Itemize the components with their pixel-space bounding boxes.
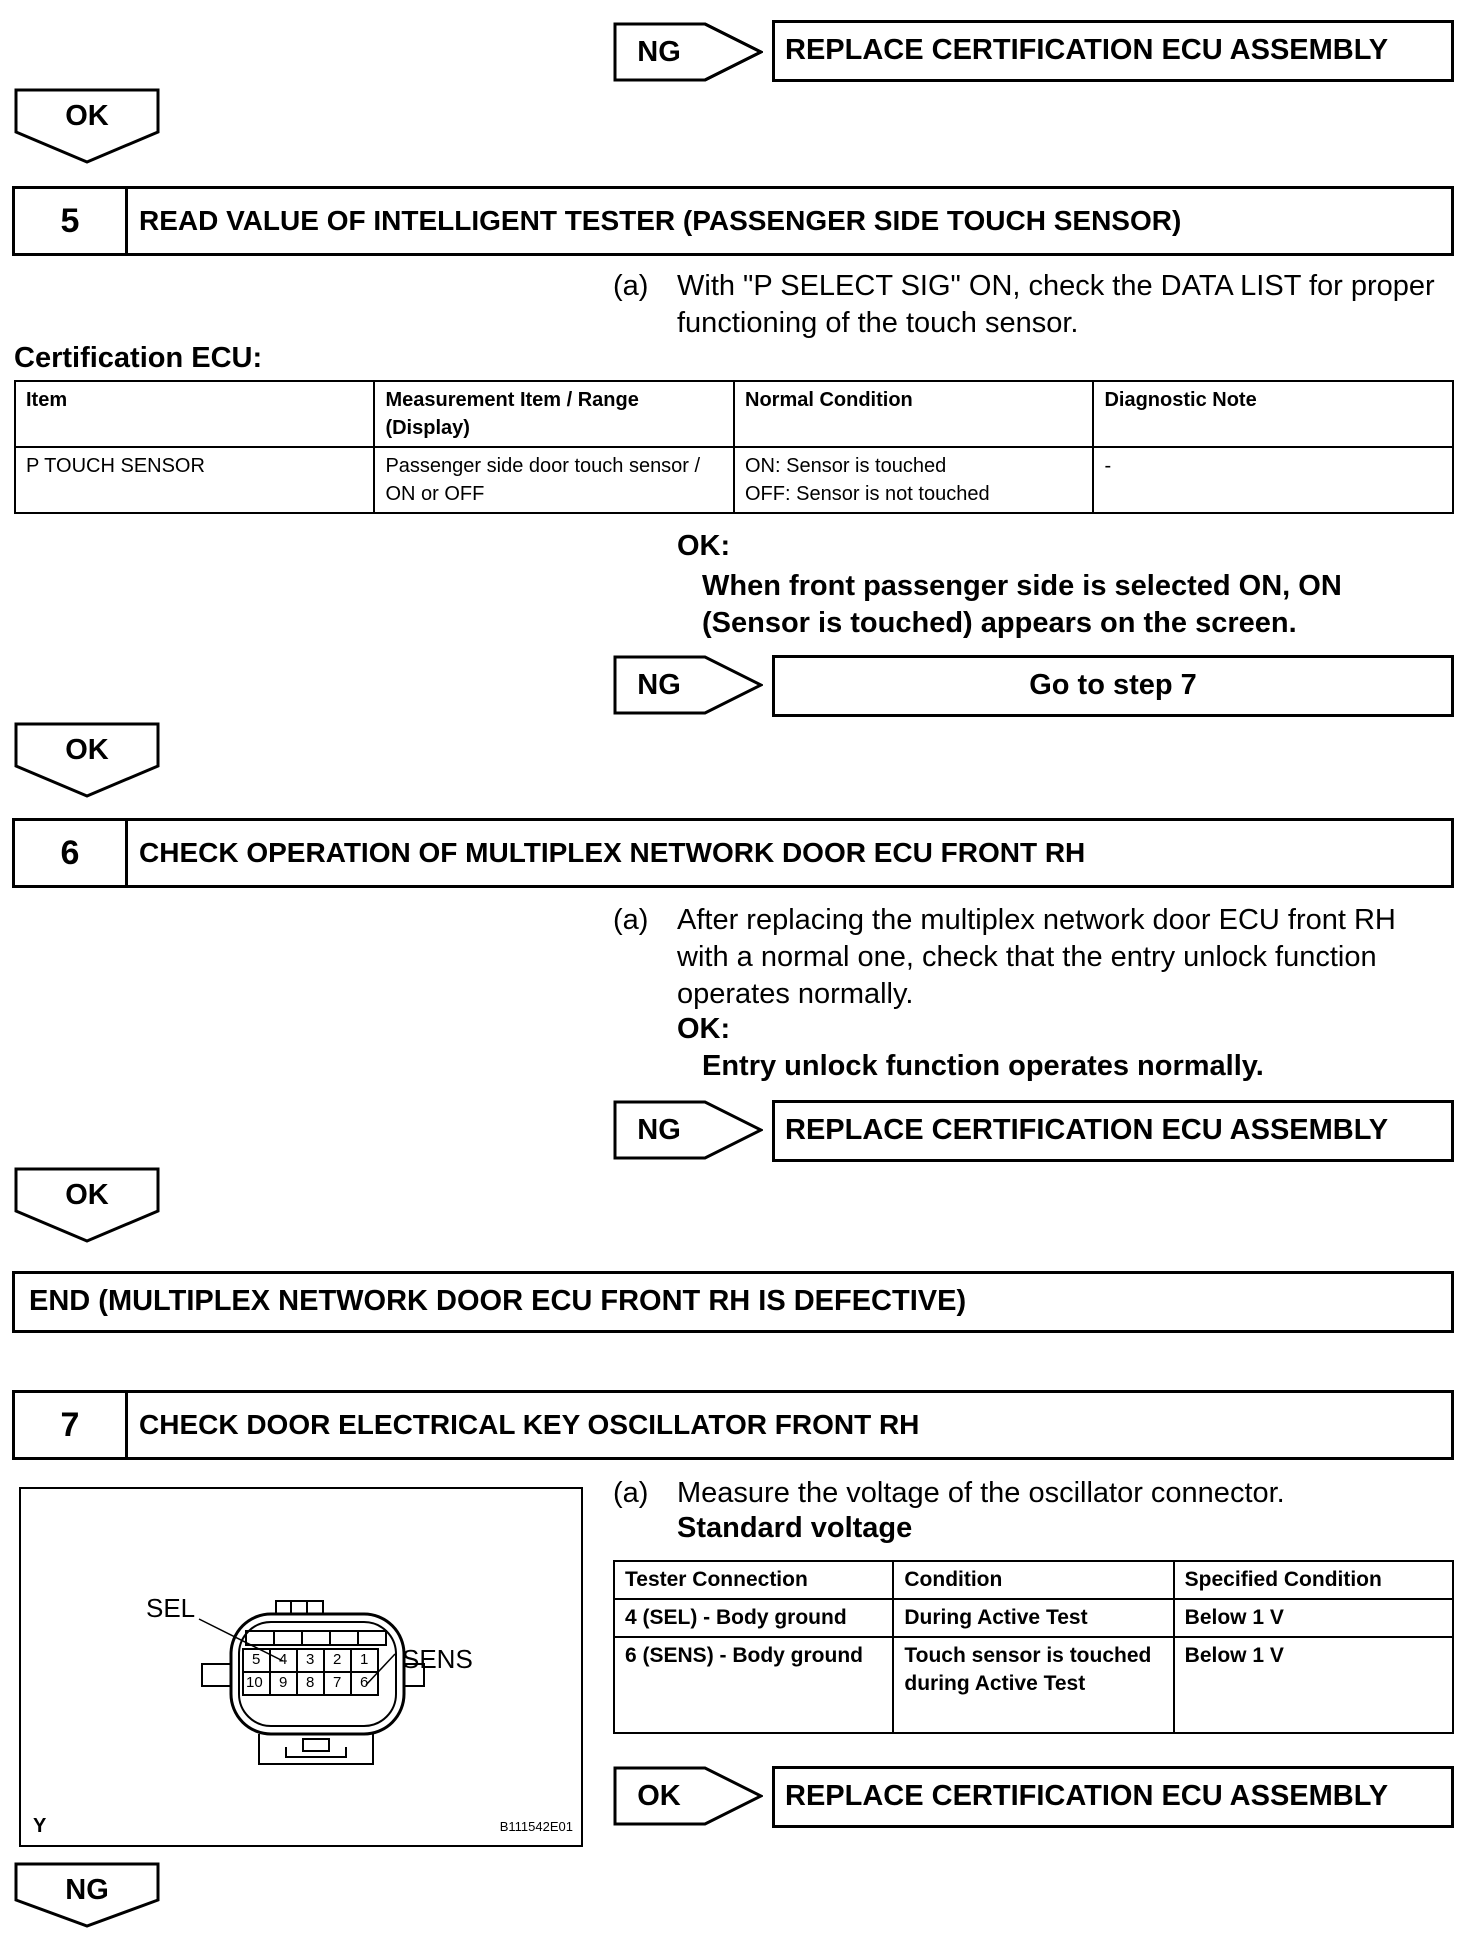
ng-flow-tag [613, 22, 763, 82]
result-box: REPLACE CERTIFICATION ECU ASSEMBLY [772, 1100, 1454, 1162]
step-6-instruction [613, 902, 1453, 1017]
step-6-header [12, 818, 1454, 888]
step-title: CHECK DOOR ELECTRICAL KEY OSCILLATOR FRONT RH [139, 1409, 920, 1440]
item-label: (a) [613, 270, 649, 302]
step-title: CHECK OPERATION OF MULTIPLEX NETWORK DOOR ECU FRONT RH [139, 837, 1086, 868]
table-header: Specified Condition [1174, 1561, 1453, 1599]
table-header: Normal Condition [734, 381, 1093, 447]
step-7-instruction [613, 1475, 1453, 1515]
table-cell: Below 1 V [1174, 1599, 1453, 1637]
ng-label: NG [637, 1114, 681, 1146]
table-caption: Certification ECU: [14, 342, 263, 374]
sel-label: SEL [146, 1593, 196, 1623]
step-title: READ VALUE OF INTELLIGENT TESTER (PASSENGER SIDE TOUCH SENSOR) [139, 205, 1182, 236]
ok-flow-tag [14, 88, 164, 166]
data-list-table [14, 380, 1454, 514]
ok-criteria-line: (Sensor is touched) appears on the screen. [702, 607, 1297, 639]
connector-drawing [21, 1489, 581, 1845]
sens-label: SENS [402, 1644, 473, 1674]
pin-number: 10 [246, 1674, 263, 1691]
instruction-text: With "P SELECT SIG" ON, check the DATA LIST for proper functioning of the touch sensor. [677, 270, 1435, 339]
item-label: (a) [613, 1477, 649, 1509]
instruction-text: Measure the voltage of the oscillator connector. [677, 1477, 1285, 1509]
table-cell: P TOUCH SENSOR [15, 447, 374, 513]
end-box: END (MULTIPLEX NETWORK DOOR ECU FRONT RH IS DEFECTIVE) [12, 1271, 1454, 1333]
table-cell: 6 (SENS) - Body ground [614, 1637, 893, 1733]
result-box: Go to step 7 [772, 655, 1454, 717]
pin-number: 9 [279, 1674, 288, 1691]
standard-voltage-label: Standard voltage [677, 1512, 913, 1544]
result-box: REPLACE CERTIFICATION ECU ASSEMBLY [772, 1766, 1454, 1828]
connector-figure [19, 1487, 583, 1847]
pin-number: 4 [279, 1651, 288, 1668]
table-header: Tester Connection [614, 1561, 893, 1599]
step-number: 5 [15, 189, 128, 253]
pin-number: 6 [360, 1674, 369, 1691]
ok-flow-tag [14, 722, 164, 800]
ok-flow-tag [613, 1766, 763, 1826]
ok-criteria-label: OK: [677, 1013, 731, 1045]
table-cell: - [1093, 447, 1453, 513]
pin-number: 2 [333, 1651, 342, 1668]
figure-id: B111542E01 [499, 1819, 573, 1834]
table-cell: Touch sensor is touched during Active Test [893, 1637, 1173, 1733]
ok-criteria-text: Entry unlock function operates normally. [702, 1050, 1264, 1082]
ng-label: NG [637, 669, 681, 701]
table-cell: Passenger side door touch sensor / ON or OFF [374, 447, 734, 513]
ok-criteria-line: When front passenger side is selected ON, ON [702, 570, 1342, 602]
pin-number: 3 [306, 1651, 315, 1668]
normal-condition-on: ON: Sensor is touched [745, 455, 947, 477]
table-header: Condition [893, 1561, 1173, 1599]
step-5-instruction [613, 268, 1453, 348]
table-header: Item [15, 381, 374, 447]
voltage-table [613, 1560, 1454, 1734]
step-7-header [12, 1390, 1454, 1460]
ok-criteria-label: OK: [677, 530, 731, 562]
ng-flow-tag [613, 655, 763, 715]
table-cell: During Active Test [893, 1599, 1173, 1637]
ng-flow-tag [14, 1862, 164, 1940]
ok-label: OK [65, 1179, 109, 1211]
ok-label: OK [65, 734, 109, 766]
table-header: Diagnostic Note [1093, 381, 1453, 447]
figure-corner-letter: Y [33, 1815, 47, 1837]
table-cell: Below 1 V [1174, 1637, 1453, 1733]
normal-condition-off: OFF: Sensor is not touched [745, 483, 990, 505]
result-box: REPLACE CERTIFICATION ECU ASSEMBLY [772, 20, 1454, 82]
pin-number: 7 [333, 1674, 342, 1691]
pin-number: 8 [306, 1674, 315, 1691]
ok-flow-tag [14, 1167, 164, 1245]
pin-number: 1 [360, 1651, 369, 1668]
table-cell [734, 447, 1093, 513]
step-number: 6 [15, 821, 128, 885]
table-header: Measurement Item / Range (Display) [374, 381, 734, 447]
ng-flow-tag [613, 1100, 763, 1160]
step-number: 7 [15, 1393, 128, 1457]
instruction-text: After replacing the multiplex network door ECU front RH with a normal one, check that the entry unlock function operates normally. [677, 904, 1396, 1010]
step-5-header [12, 186, 1454, 256]
ng-label: NG [65, 1874, 109, 1906]
item-label: (a) [613, 904, 649, 936]
ng-label: NG [637, 36, 681, 68]
ok-label: OK [637, 1780, 681, 1812]
pin-number: 5 [252, 1651, 261, 1668]
ok-criteria-text [702, 568, 1342, 642]
ok-label: OK [65, 100, 109, 132]
table-cell: 4 (SEL) - Body ground [614, 1599, 893, 1637]
